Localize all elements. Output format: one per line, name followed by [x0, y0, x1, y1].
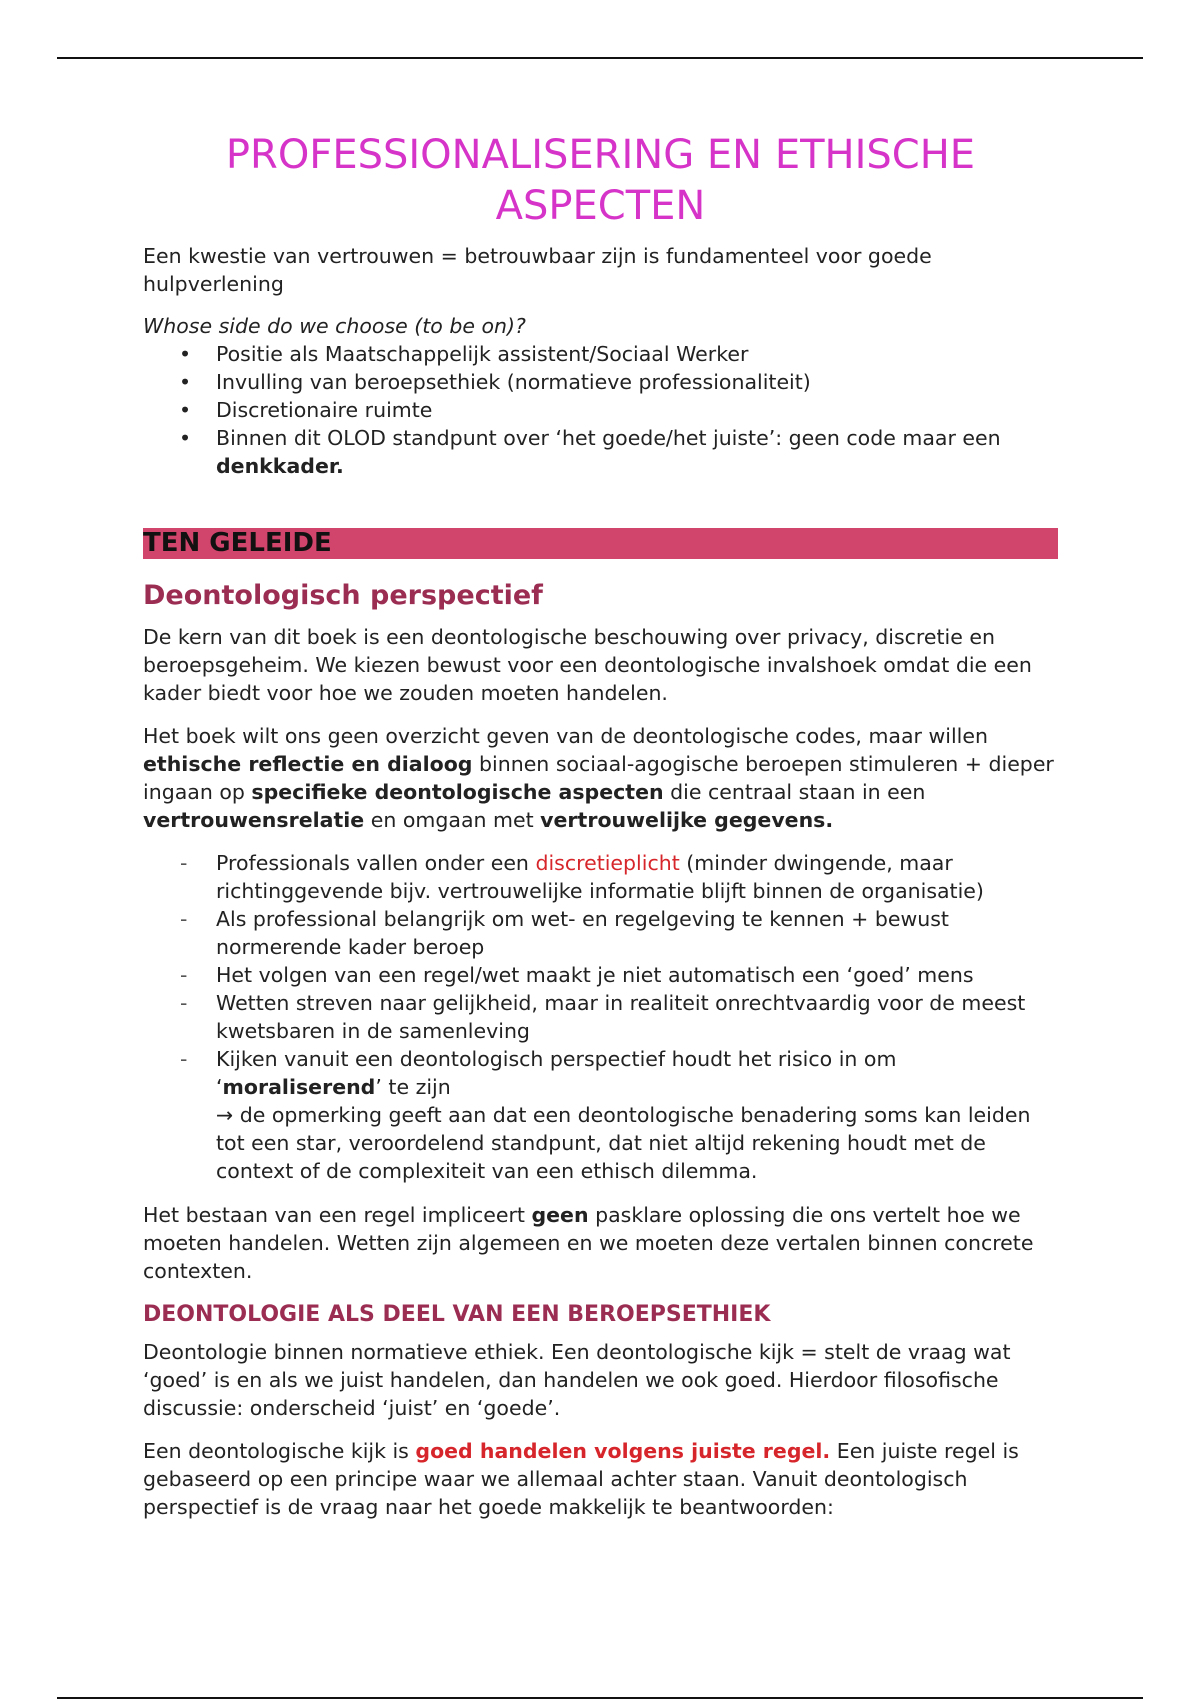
arrow-icon: → — [216, 1103, 234, 1127]
bullet-list — [143, 340, 1058, 480]
bold-run: ethische reflectie en dialoog — [143, 752, 473, 776]
paragraph-1: De kern van dit boek is een deontologische beschouwing over privacy, discretie en beroepsgeheim. We kiezen bewust voor een deontologische invalshoek omdat die een kader biedt voor hoe we zouden moeten handelen. — [143, 625, 1032, 705]
document-title: PROFESSIONALISERING EN ETHISCHE ASPECTEN — [225, 132, 976, 229]
text-run: Het bestaan van een regel impliceert — [143, 1203, 532, 1227]
text-run: de opmerking geeft aan dat een deontologische benadering soms kan leiden tot een star, veroordelend standpunt, dat niet altijd rekening houdt met de context of de complexiteit van een ethisch dilemma. — [216, 1103, 1031, 1183]
text-run: Het boek wilt ons geen overzicht geven van de deontologische codes, maar willen — [143, 724, 988, 748]
bold-run: specifieke deontologische aspecten — [251, 780, 664, 804]
section-bar: TEN GELEIDE — [143, 528, 1058, 559]
bullet-bold: denkkader. — [216, 454, 344, 478]
text-run: Kijken vanuit een deontologisch perspectief houdt het risico in om ‘ — [216, 1047, 897, 1099]
dash-item: - Het volgen van een regel/wet maakt je niet automatisch een ‘goed’ mens — [143, 961, 1058, 989]
subsection-heading: DEONTOLOGIE ALS DEEL VAN EEN BEROEPSETHIEK — [143, 1302, 771, 1327]
intro-paragraph: Een kwestie van vertrouwen = betrouwbaar zijn is fundamenteel voor goede hulpverlening — [143, 244, 932, 296]
text-run: (minder dwingende, maar richtinggevende bijv. vertrouwelijke informatie blijft binnen de organisatie) — [216, 851, 984, 903]
bullet-item: • Invulling van beroepsethiek (normatieve professionaliteit) — [143, 368, 1058, 396]
bold-run: vertrouwelijke gegevens. — [540, 808, 834, 832]
bold-run: vertrouwensrelatie — [143, 808, 365, 832]
question-line: Whose side do we choose (to be on)? — [143, 314, 526, 338]
text-run: Professionals vallen onder een — [216, 851, 536, 875]
paragraph-3 — [143, 1201, 1058, 1285]
document-page — [143, 130, 1058, 1536]
paragraph-4: Deontologie binnen normatieve ethiek. Een deontologische kijk = stelt de vraag wat ‘goed’ is en als we juist handelen, dan handelen we ook goed. Hierdoor filosofische discussie: onderscheid ‘juist’ en ‘goede’. — [143, 1340, 1011, 1420]
text-run: binnen sociaal-agogische beroepen stimuleren + dieper ingaan op — [143, 752, 1054, 804]
text-run: die centraal staan in een — [663, 780, 926, 804]
paragraph-5 — [143, 1437, 1058, 1521]
dash-list — [143, 849, 1058, 1185]
text-run: ’ te zijn — [375, 1075, 451, 1099]
dash-item — [143, 849, 1058, 905]
header-rule — [57, 57, 1143, 59]
text-run: Een deontologische kijk is — [143, 1439, 416, 1463]
bullet-text: Binnen dit OLOD standpunt over ‘het goede/het juiste’: geen code maar een — [216, 426, 1001, 450]
dash-item: - Als professional belangrijk om wet- en regelgeving te kennen + bewust normerende kader beroep — [143, 905, 1058, 961]
footer-rule — [57, 1697, 1143, 1699]
text-run: pasklare oplossing die ons vertelt hoe we moeten handelen. Wetten zijn algemeen en we moeten deze vertalen binnen concrete contexten. — [143, 1203, 1034, 1283]
bullet-item: • Positie als Maatschappelijk assistent/Sociaal Werker — [143, 340, 1058, 368]
text-run: Een juiste regel is gebaseerd op een principe waar we allemaal achter staan. Vanuit deontologisch perspectief is de vraag naar het goede makkelijk te beantwoorden: — [143, 1439, 1019, 1519]
bold-run: geen — [531, 1203, 589, 1227]
bullet-item — [143, 424, 1058, 480]
bullet-item: • Discretionaire ruimte — [143, 396, 1058, 424]
bold-run: moraliserend — [222, 1075, 376, 1099]
dash-item: - Wetten streven naar gelijkheid, maar in realiteit onrechtvaardig voor de meest kwetsbaren in de samenleving — [143, 989, 1058, 1045]
highlight-red-bold: goed handelen volgens juiste regel. — [415, 1439, 831, 1463]
highlight-red: discretieplicht — [535, 851, 680, 875]
text-run: en omgaan met — [364, 808, 541, 832]
paragraph-2 — [143, 722, 1058, 834]
dash-item — [143, 1045, 1058, 1185]
section-heading: Deontologisch perspectief — [143, 580, 543, 611]
